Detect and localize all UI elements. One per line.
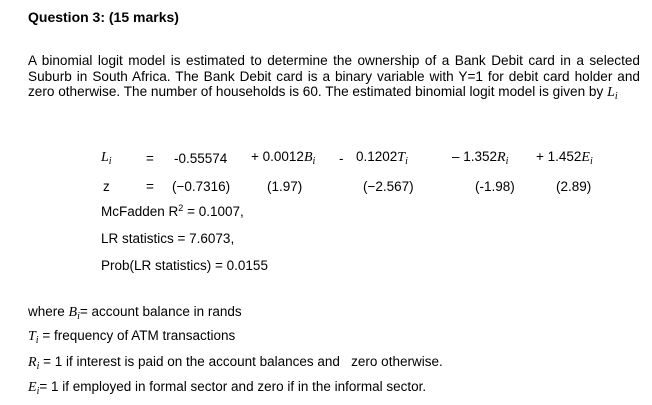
equation-minus: - — [339, 151, 344, 166]
z-value-t: (−2.567) — [363, 179, 414, 194]
equation-term-b: + $0.0012B_i$ — [251, 149, 316, 167]
equation-equals: = — [146, 151, 154, 166]
equation-term-r: – $1.352R_i$ — [452, 149, 509, 167]
lr-statistics: LR statistics = 7.6073, — [101, 231, 235, 246]
mcfadden-r2: McFadden $R^2 = 0.1007$, — [101, 203, 244, 219]
equation-lhs: $L_i$ — [101, 150, 112, 167]
z-value-r: (-1.98) — [475, 179, 515, 194]
z-value-b: (1.97) — [267, 179, 303, 194]
z-label: z — [103, 179, 110, 194]
definition-b: where $B_i=$ account balance in rands — [28, 304, 242, 322]
equation-term-e: + $1.452E_i$ — [536, 149, 593, 167]
intro-symbol: L — [607, 85, 615, 100]
intro-text: A binomial logit model is estimated to determine the ownership of a Bank Debit card in a selected Suburb in South Africa. The Bank Debit card is a binary variable with Y=1 for debit card holder and zero otherwise. The number of households is 60. The estimated binomial logit model is given by — [28, 53, 640, 99]
z-value-e: (2.89) — [556, 179, 592, 194]
definition-r: $R_i = 1$ if interest is paid on the account balances and zero otherwise. — [28, 354, 443, 372]
equation-intercept: -0.55574 — [174, 151, 228, 166]
definition-e: $E_i= 1$ if employed in formal sector and zero if in the informal sector. — [28, 379, 427, 397]
equation-term-t: $0.1202T_i$ — [356, 149, 408, 167]
intro-paragraph — [28, 53, 640, 105]
z-equals: = — [146, 179, 154, 194]
z-value-intercept: (−0.7316) — [172, 179, 231, 194]
question-title: Question 3: (15 marks) — [28, 9, 179, 25]
definition-t: $T_i$ = frequency of ATM transactions — [28, 328, 236, 346]
prob-lr-statistics: Prob(LR statistics) = 0.0155 — [101, 258, 268, 273]
intro-subscript: i — [614, 91, 618, 102]
